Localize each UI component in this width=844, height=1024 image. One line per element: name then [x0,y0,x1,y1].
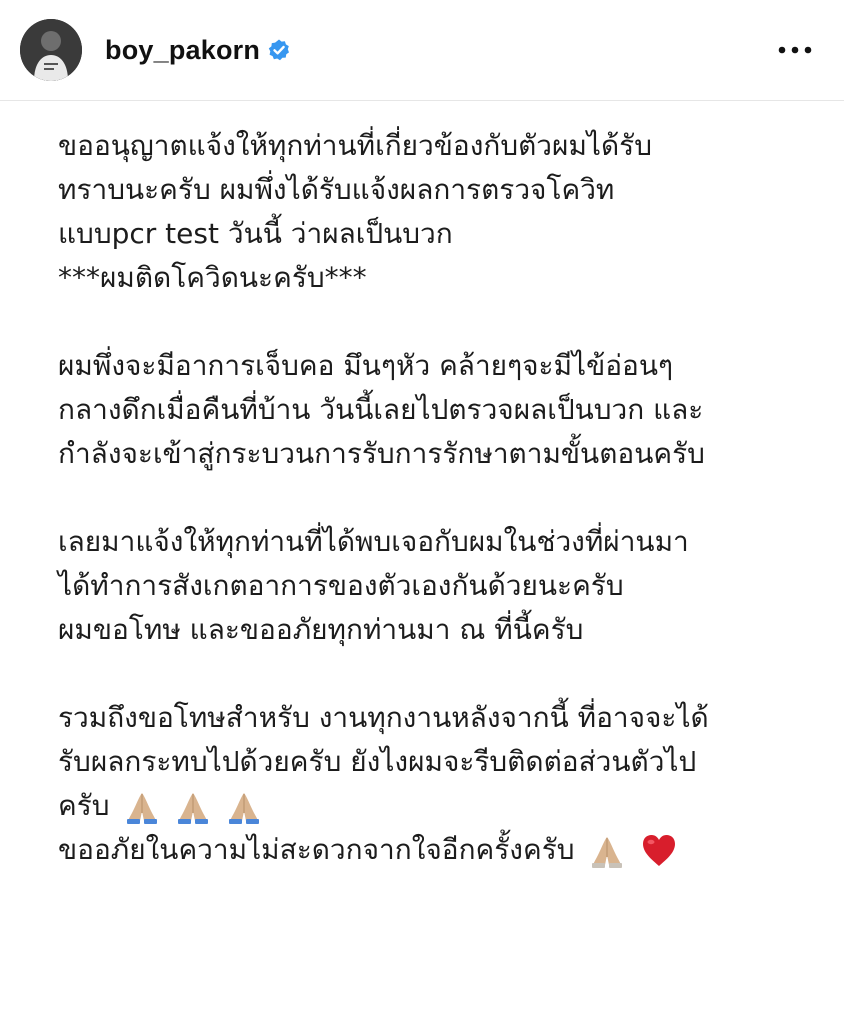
caption-line: รับผลกระทบไปด้วยครับ ยังไงผมจะรีบติดต่อส่วนตัวไป [58,745,697,778]
caption-line: กำลังจะเข้าสู่กระบวนการรับการรักษาตามขั้นตอนครับ [58,437,705,470]
red-heart-icon [640,833,678,869]
more-options-button[interactable] [770,30,820,70]
folded-hands-icon [124,789,160,825]
folded-hands-icon [226,789,262,825]
caption-line: ผมพึ่งจะมีอาการเจ็บคอ มึนๆหัว คล้ายๆจะมีไข้อ่อนๆ [58,349,674,382]
caption-line: ***ผมติดโควิดนะครับ*** [58,261,367,294]
paragraph-gap [58,300,818,344]
caption-line: ผมขอโทษ และขออภัยทุกท่านมา ณ ที่นี้ครับ [58,613,584,646]
caption-line-with-emoji [58,828,818,872]
caption-text: ขออภัยในความไม่สะดวกจากใจอีกครั้งครับ [58,833,575,866]
username[interactable]: boy_pakorn [105,35,261,65]
caption-line: กลางดึกเมื่อคืนที่บ้าน วันนี้เลยไปตรวจผลเป็นบวก และ [58,393,704,426]
paragraph-gap [58,652,818,696]
more-options-icon [778,46,812,54]
caption-line: รวมถึงขอโทษสำหรับ งานทุกงานหลังจากนี้ ที่อาจจะได้ [58,701,709,734]
post-caption [58,124,818,872]
verified-badge-icon [267,38,291,62]
caption-line: เลยมาแจ้งให้ทุกท่านที่ได้พบเจอกับผมในช่วงที่ผ่านมา [58,525,689,558]
paragraph-gap [58,476,818,520]
post-header [0,0,844,101]
caption-line: ได้ทำการสังเกตอาการของตัวเองกันด้วยนะครับ [58,569,624,602]
folded-hands-icon [175,789,211,825]
folded-hands-icon [589,833,625,869]
profile-avatar[interactable] [20,19,82,81]
caption-line: แบบpcr test วันนี้ ว่าผลเป็นบวก [58,217,453,250]
caption-line: ทราบนะครับ ผมพึ่งได้รับแจ้งผลการตรวจโควิท [58,173,615,206]
caption-line: ขออนุญาตแจ้งให้ทุกท่านที่เกี่ยวข้องกับตัวผมได้รับ [58,129,652,162]
caption-text: ครับ [58,789,110,822]
caption-line-with-emoji [58,784,818,828]
